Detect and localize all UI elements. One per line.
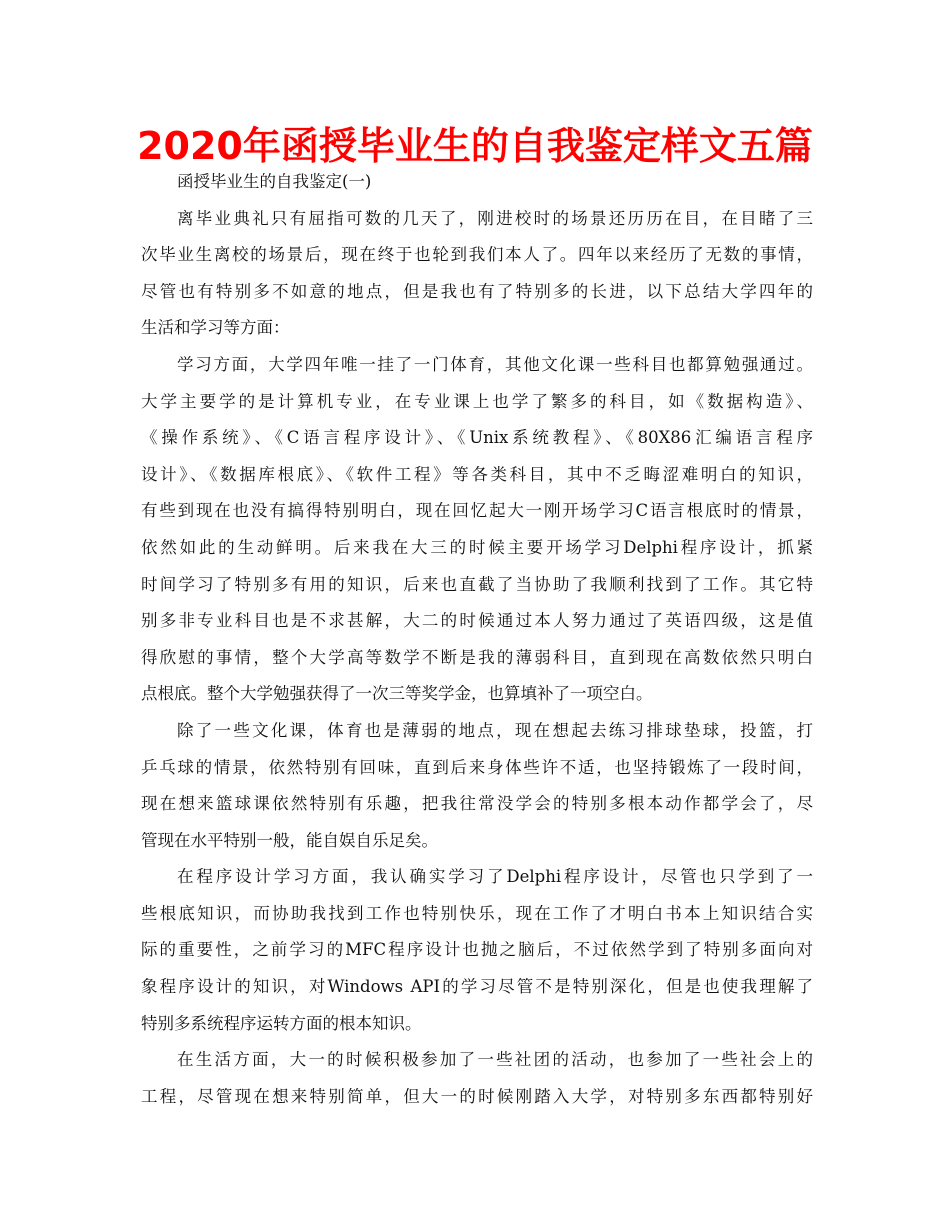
text-line: 在生活方面，大一的时候积极参加了一些社团的活动，也参加了一些社会上的: [177, 1050, 813, 1070]
text-line: 特别多系统程序运转方面的根本知识。: [141, 1013, 422, 1033]
text-line: 生活和学习等方面：: [141, 318, 290, 338]
text-line: 象程序设计的知识，对Windows API的学习尽管不是特别深化，但是也使我理解了: [141, 977, 813, 997]
text-line: 乒乓球的情景，依然特别有回味，直到后来身体些许不适，也坚持锻炼了一段时间，: [141, 757, 813, 777]
text-line: 得欣慰的事情，整个大学高等数学不断是我的薄弱科目，直到现在高数依然只明白: [141, 647, 813, 667]
text-line: 除了一些文化课，体育也是薄弱的地点，现在想起去练习排球垫球，投篮，打: [177, 720, 813, 740]
text-line: 《操作系统》、《C语言程序设计》、《Unix系统教程》、《80X86汇编语言程序: [141, 428, 813, 448]
text-line: 大学主要学的是计算机专业，在专业课上也学了繁多的科目，如《数据构造》、: [141, 391, 813, 411]
text-line: 些根底知识，而协助我找到工作也特别快乐，现在工作了才明白书本上知识结合实: [141, 903, 813, 923]
text-line: 设计》、《数据库根底》、《软件工程》等各类科目，其中不乏晦涩难明白的知识，: [141, 464, 813, 484]
text-line: 时间学习了特别多有用的知识，后来也直截了当协助了我顺利找到了工作。其它特: [141, 574, 813, 594]
text-line: 依然如此的生动鲜明。后来我在大三的时候主要开场学习Delphi程序设计，抓紧: [141, 537, 813, 557]
text-line: 工程，尽管现在想来特别简单，但大一的时候刚踏入大学，对特别多东西都特别好: [141, 1086, 813, 1106]
text-line: 学习方面，大学四年唯一挂了一门体育，其他文化课一些科目也都算勉强通过。: [177, 354, 813, 374]
text-line: 次毕业生离校的场景后，现在终于也轮到我们本人了。四年以来经历了无数的事情，: [141, 245, 813, 265]
text-line: 现在想来篮球课依然特别有乐趣，把我往常没学会的特别多根本动作都学会了，尽: [141, 794, 813, 814]
document-body: [141, 164, 813, 1115]
text-line: 有些到现在也没有搞得特别明白，现在回忆起大一刚开场学习C语言根底时的情景，: [141, 501, 813, 521]
text-line: 际的重要性，之前学习的MFC程序设计也抛之脑后，不过依然学到了特别多面向对: [141, 940, 813, 960]
text-line: 尽管也有特别多不如意的地点，但是我也有了特别多的长进，以下总结大学四年的: [141, 281, 813, 301]
text-line: 管现在水平特别一般，能自娱自乐足矣。: [141, 830, 438, 850]
text-line: 函授毕业生的自我鉴定(一): [177, 172, 372, 191]
text-line: 在程序设计学习方面，我认确实学习了Delphi程序设计，尽管也只学到了一: [177, 867, 813, 887]
text-line: 离毕业典礼只有屈指可数的几天了，刚进校时的场景还历历在目，在目睹了三: [177, 208, 813, 228]
text-line: 别多非专业科目也是不求甚解，大二的时候通过本人努力通过了英语四级，这是值: [141, 611, 813, 631]
text-line: 点根底。整个大学勉强获得了一次三等奖学金，也算填补了一项空白。: [141, 684, 653, 704]
document-title: 2020年函授毕业生的自我鉴定样文五篇: [137, 124, 813, 168]
